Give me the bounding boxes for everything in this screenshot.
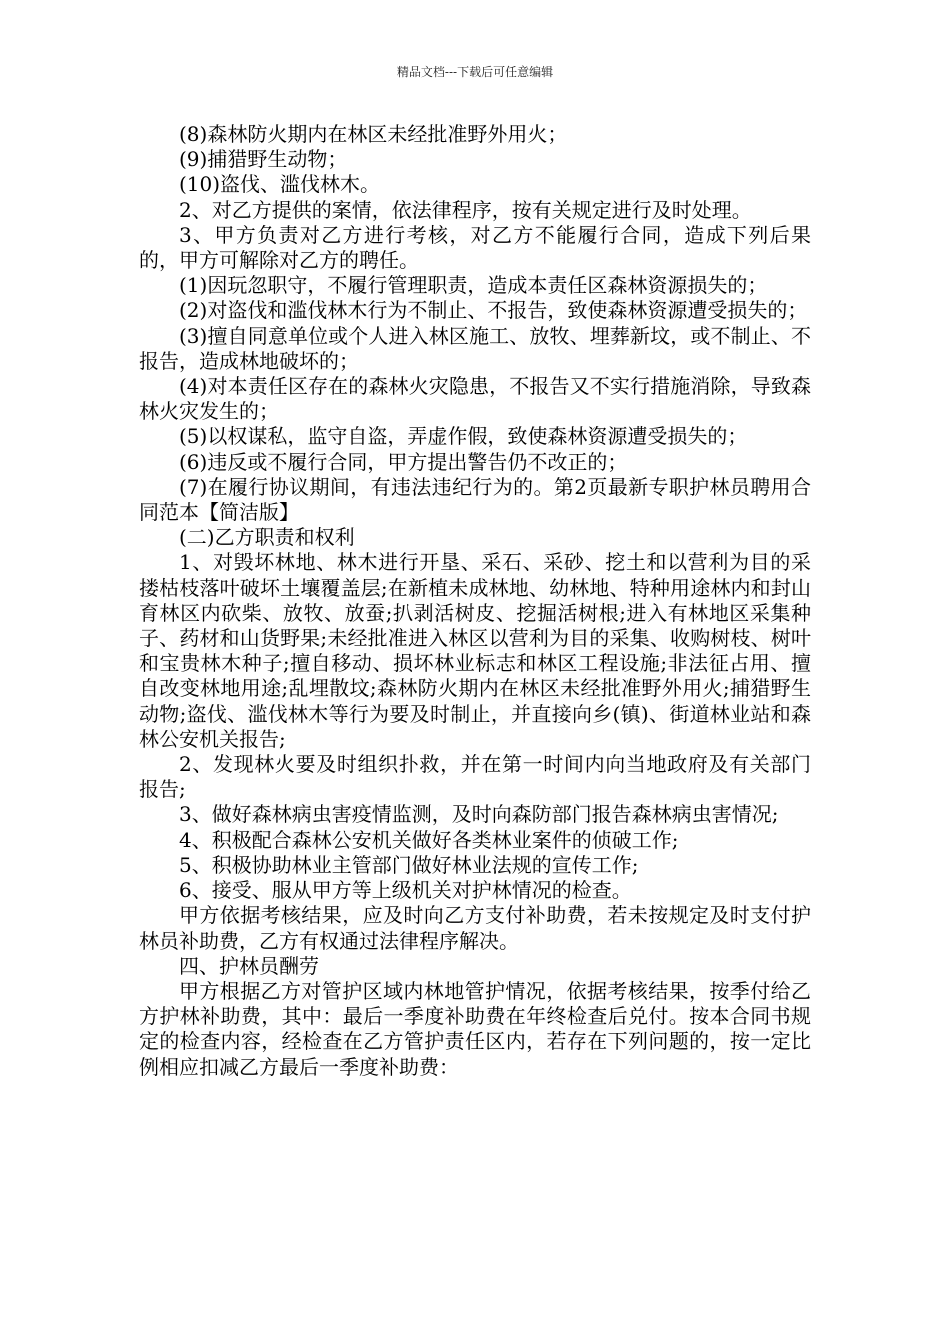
- section-heading: 四、护林员酬劳: [179, 953, 319, 978]
- paragraph: 甲方根据乙方对管护区域内林地管护情况，依据考核结果，按季付给乙方护林补助费，其中：最后一季度补助费在年终检查后兑付。按本合同书规定的检查内容，经检查在乙方管护责任区内，若存在下列问题的，按一定比例相应扣减乙方最后一季度补助费：: [139, 978, 811, 1079]
- paragraph: 3、做好森林病虫害疫情监测，及时向森防部门报告森林病虫害情况;: [179, 802, 779, 827]
- paragraph: 2、对乙方提供的案情，依法律程序，按有关规定进行及时处理。: [179, 197, 752, 222]
- paragraph: 5、积极协助林业主管部门做好林业法规的宣传工作;: [179, 852, 639, 877]
- paragraph: (4)对本责任区存在的森林火灾隐患，不报告又不实行措施消除，导致森林火灾发生的；: [139, 374, 811, 424]
- paragraph: (6)违反或不履行合同，甲方提出警告仍不改正的；: [179, 449, 628, 474]
- paragraph: (7)在履行协议期间，有违法违纪行为的。第2页最新专职护林员聘用合同范本【简洁版】: [139, 474, 811, 525]
- paragraph: 4、积极配合森林公安机关做好各类林业案件的侦破工作;: [179, 827, 679, 852]
- paragraph: (10)盗伐、滥伐林木。: [179, 172, 381, 197]
- document-body: [139, 122, 811, 1080]
- paragraph: (5)以权谋私，监守自盗，弄虚作假，致使森林资源遭受损失的；: [179, 424, 748, 449]
- paragraph: (1)因玩忽职守，不履行管理职责，造成本责任区森林资源损失的；: [179, 273, 768, 298]
- paragraph: (2)对盗伐和滥伐林木行为不制止、不报告，致使森林资源遭受损失的；: [179, 298, 808, 323]
- paragraph: 3、甲方负责对乙方进行考核，对乙方不能履行合同，造成下列后果的，甲方可解除对乙方的聘任。: [139, 222, 811, 273]
- paragraph: (8)森林防火期内在林区未经批准野外用火；: [179, 122, 568, 146]
- paragraph: (3)擅自同意单位或个人进入林区施工、放牧、埋葬新坟，或不制止、不报告，造成林地破坏的；: [139, 323, 811, 373]
- paragraph: 6、接受、服从甲方等上级机关对护林情况的检查。: [179, 878, 632, 903]
- page-header: 精品文档---下载后可任意编辑: [396, 65, 554, 79]
- section-heading: (二)乙方职责和权利: [179, 525, 355, 550]
- paragraph: (9)捕猎野生动物；: [179, 147, 348, 172]
- paragraph: 1、对毁坏林地、林木进行开垦、采石、采砂、挖土和以营利为目的采搂枯枝落叶破坏土壤覆盖层;在新植未成林地、幼林地、特种用途林内和封山育林区内砍柴、放牧、放蚕;扒剥活树皮、挖掘活树根;进入有林地区采集种子、药材和山货野果;未经批准进入林区以营利为目的采集、收购树枝、树叶和宝贵林木种子;擅自移动、损坏林业标志和林区工程设施;非法征占用、擅自改变林地用途;乱埋散坟;森林防火期内在林区未经批准野外用火;捕猎野生动物;盗伐、滥伐林木等行为要及时制止，并直接向乡(镇)、街道林业站和森林公安机关报告;: [139, 550, 811, 751]
- paragraph: 甲方依据考核结果，应及时向乙方支付补助费，若未按规定及时支付护林员补助费，乙方有权通过法律程序解决。: [139, 903, 811, 953]
- paragraph: 2、发现林火要及时组织扑救，并在第一时间内向当地政府及有关部门报告;: [139, 752, 811, 802]
